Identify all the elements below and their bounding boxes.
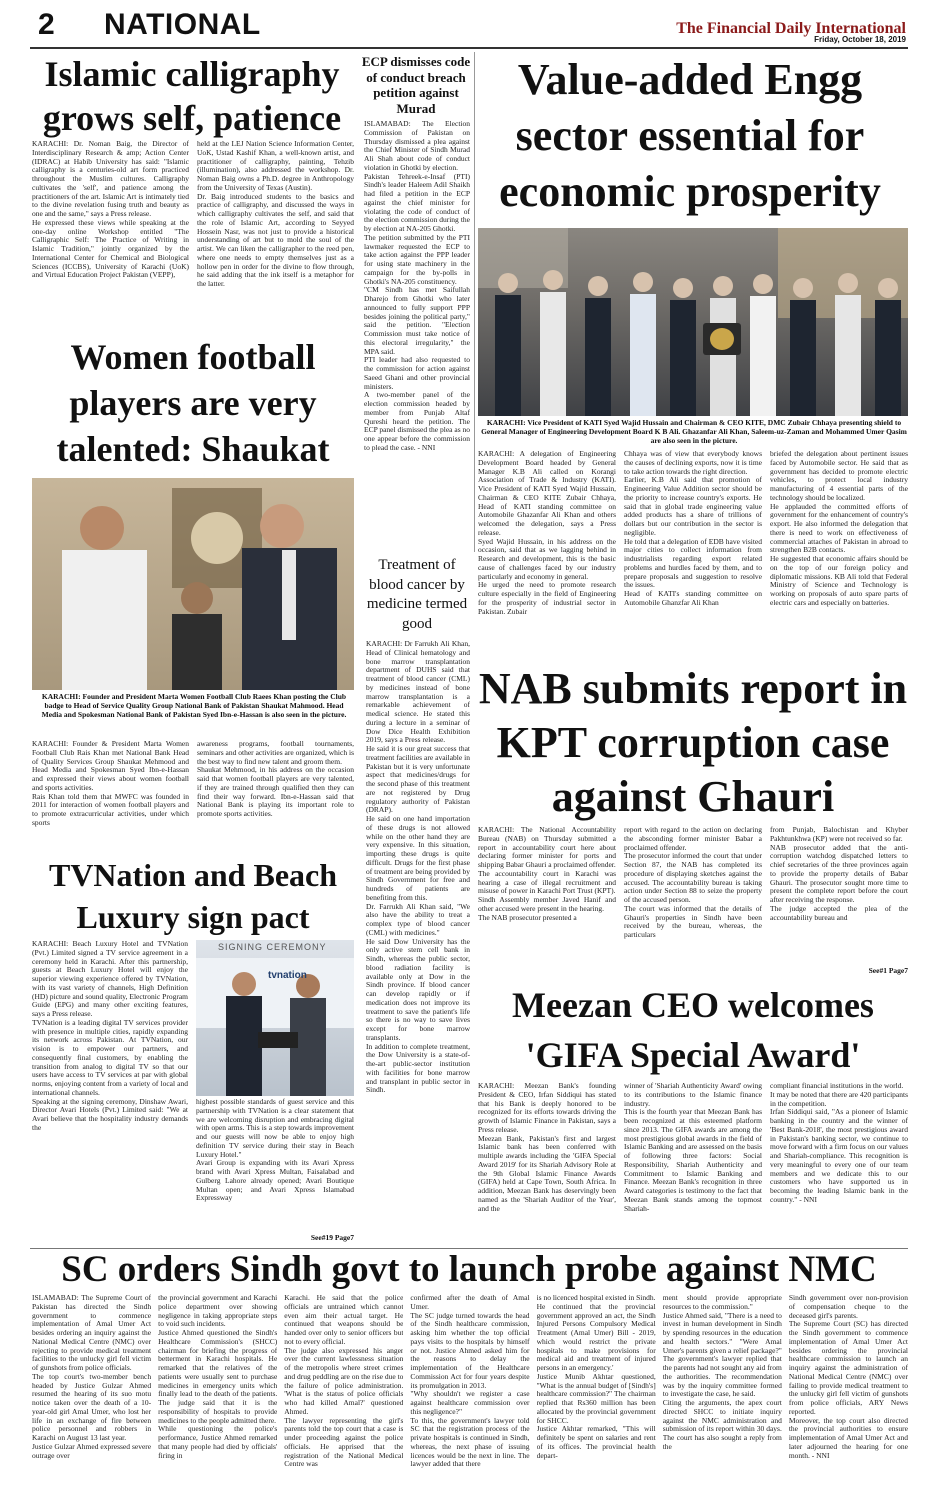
meezan-col2: winner of 'Shariah Authenticity Award' owing to its contributions to the Islamic finance industry. This is the fourth year that Meezan Bank has been recognized at this esteemed platform since 2013. The GIFA awards are among the most prestigious global awards in the field of Islamic Banking and are assessed on the basis of following three factors: Social Responsibility, Shariah Authenticity and Commitment to Islamic Banking and Finance. Meezan Bank's recognition in three Award categories is testimony to the fact that Meezan Bank stands among the topmost Shariah-: [624, 1082, 762, 1213]
signing-ceremony-banner: SIGNING CEREMONY: [218, 942, 327, 952]
engg-col1: KARACHI: A delegation of Engineering Development Board headed by General Manager K.B Ali called on Korangi Association of Trade & Industry (KATI). Vice President of KATI Syed Wajid Hussain, Chairman & CEO KITE Zubair Chhaya, Head of KATI standing committee on Automobile Ghazanfar Ali Khan and others welcomed the delegation, says a Press release. Syed Wajid Hussain, in his address on the occasion, said that as we lagging behind in Research and development, this is the basic cause of challenges faced by our industry particularly and economy in general. He urged the need to promote research culture especially in the field of Engineering for the prosperity of industrial sector in Pakistan. Zubair: [478, 450, 616, 616]
sc-col7: Sindh government over non-provision of compensation cheque to the deceased girl's parents. The Supreme Court (SC) has directed the Sindh government to commence implementation of Amal Umer Act besides ordering the provincial healthcare commission to launch an inquiry against the administration of National Medical Centre (NMC) over failing to provide medical treatment to the unlucky girl fell victim of gunshots from police officials, ARY News reported. Moreover, the top court also directed the provincial authorities to ensure implementation of Amal Umer Act and later adjourned the hearing for one month. - NNI: [788, 1294, 908, 1460]
sc-col3: Karachi. He said that the police officials are untrained which cannot even aim their actual target. He continued that weapons should be handed over only to senior officers but not to every official. The judge also expressed his anger over the current lawlessness situation of the metropolis where street crimes and drug peddling are on the rise due to the failure of police administration. 'What is the status of police officials who had killed Amal?' questioned Ahmed. The lawyer representing the girl's parents told the top court that a case is under proceeding against the police officials. He apprised that the registration of the National Medical Centre was: [284, 1294, 404, 1469]
section-title: NATIONAL: [104, 8, 261, 41]
tvnation-logo: tvnation: [268, 970, 307, 981]
calligraphy-body: [32, 140, 354, 332]
engg-body: [478, 450, 908, 658]
ecp-headline: ECP dismisses code of conduct breach petition against Murad: [361, 54, 471, 116]
cancer-body: KARACHI: Dr Farrukh Ali Khan, Head of Clinical hematology and bone marrow transplantation department of DUHS said that treatment of blood cancer (CML) by medicines instead of bone marrow transplantation is a remarkable achievement of medical science. He stated this during a lecture in a seminar of Dow Dice Health Exhibition 2019, says a Press release. He said it is our great success that treatment facilities are available in Pakistan but it is very unfortunate aspect that medicines/drugs for the second phase of this treatment are not registered by Drug regulatory authority of Pakistan (DRAP). He said on one hand importation of these drugs is not allowed while on the other hand they are very expensive. In this situation, importing these drugs is quite difficult. Drugs for the first phase of treatment are being provided by Sindh Government for free and hundreds of patients are benefiting from this. Dr. Farrukh Ali Khan said, "We also have the ability to treat a complex type of blood cancer (CML) with medicines." He said Dow University has the only active stem cell bank in Sindh, whereas the public sector, blood radiation facility is available only at Dow in the Sindh province. If blood cancer can develop rapidly or if medication does not improve its treatment to save the patient's life so there is no way to save lives except for bone marrow transplants. In addition to complete treatment, the Dow University is a state-of-the-art public-sector institution with facilities for bone marrow and transplant in public sector in Sindh.: [366, 640, 470, 1095]
sc-col4: confirmed after the death of Amal Umer. The SC judge turned towards the head of the Sindh healthcare commission, asking him whether the top official pays visits to the hospitals by himself or not. Justice Ahmed asked him for the reasons to delay the implementation of the Healthcare Commission Act for four years despite its promulgation in 2013. "Why shouldn't we register a case against healthcare commission over this negligence?" To this, the government's lawyer told SC that the registration process of the private hospitals is continued in Sindh, whereas, the next phase of issuing licences would be the next in line. The lawyer added that there: [410, 1294, 530, 1469]
football-body: [32, 740, 354, 852]
calligraphy-col2: held at the LEJ Nation Science Information Center, UoK, Ustad Kashif Khan, a well-known artist, and practitioner of calligraphy, painting, Tehzib (illumination), also addressed the workshop. Dr. Noman Baig owns a Ph.D. degree in Anthropology from the University of Texas (Austin). Dr. Baig introduced students to the basics and practice of calligraphy, and discussed the ways in which calligraphy cultivates the self, and said that the role of Islamic Art, according to Seyyed Hossein Nasr, was not just to provide a historical understanding of art but to mold the soul of the artist. We can liken the calligrapher to the reed pen, where one needs to empty themselves just as a hollow pen in order for the divine to flow through, he said adding that the ink itself is a metaphor for the latter.: [197, 140, 354, 288]
calligraphy-headline: Islamic calligraphy grows self, patience: [42, 54, 342, 138]
tvnation-photo: [196, 940, 354, 1096]
nab-jump-line: See#1 Page7: [868, 966, 908, 975]
engg-headline: Value-added Engg sector essential for economic prosperity: [499, 55, 881, 216]
football-headline: Women football players are very talented: Shaukat: [56, 337, 330, 469]
column-divider: [474, 52, 475, 552]
paper-name: The Financial Daily International: [676, 20, 906, 37]
engg-photo-art: [478, 228, 908, 416]
engg-col3: briefed the delegation about pertinent issues faced by Automobile sector. He said that as government has decided to promote electric vehicles, to protect local industry manufacturing of 4 essential parts of the technology should be localized. He applauded the committed efforts of government for the enhancement of country's export. He also informed the delegation that there is need to work on effectiveness of commercial attaches of Pakistan in abroad to strengthen B2B contacts. He suggested that economic affairs should be on the top of our foreign policy and diplomatic missions. KB Ali told that Federal Ministry of Science and Technology is working on proposals of auto spare parts of electric cars and especially on batteries.: [770, 450, 908, 607]
tvnation-col2: highest possible standards of guest service and this partnership with TVNation is a clear statement that we are welcoming disruption and embracing digital with open arms. This is a step towards improvement and our guests will now be able to enjoy high definition TV service during their stay in Beach Luxury Hotel." Avari Group is expanding with its Avari Xpress brand with Avari Xpress Multan, Faisalabad and Gulberg Lahore already opened; Avari Boutique Multan open; and Avari Xpress Islamabad Expressway: [196, 1098, 354, 1203]
football-photo-art: [32, 478, 354, 690]
football-col1: KARACHI: Founder & President Marta Women Football Club Rais Khan met National Bank Head of Quality Services Group Shaukat Mehmood and Head Media and Spokesman Syed Ibn-e-Hassan and expressed their views about women football and sports activities. Rais Khan told them that MWFC was founded in 2011 for interaction of women football players and to promote extracurricular activities, under which sports: [32, 740, 189, 827]
tvnation-jump-line: See#19 Page7: [310, 1233, 354, 1242]
engg-caption: KARACHI: Vice President of KATI Syed Wajid Hussain and Chairman & CEO KITE, DMC Zubair Chhaya presenting shield to General Manager of Engineering Development Board K B Ali. Ghazanfar Ali Khan, Saleem-uz-Zaman and Mohammed Umer Qasim are also seen in the picture.: [481, 418, 907, 445]
nab-col1: KARACHI: The National Accountability Bureau (NAB) on Thursday submitted a report in accountability court here about declaring former minister for ports and shipping Babar Ghauri a proclaimed offender. The accountability court in Karachi was hearing a case of illegal recruitment and misuse of power in Karachi Port Trust (KPT). Sindh Assembly member Javed Hanif and other accused were present in the hearing. The NAB prosecutor presented a: [478, 826, 616, 922]
tvnation-headline: TVNation and Beach Luxury sign pact: [48, 857, 338, 935]
masthead-rule: [30, 47, 908, 49]
ecp-body: ISLAMABAD: The Election Commission of Pakistan on Thursday dismissed a plea against the Chief Minister of Sindh Murad Ali Shah about code of conduct violation in Ghotki by election. Pakistan Tehreek-e-Insaf (PTI) Sindh's leader Haleem Adil Shaikh had filed a petition in the ECP against the chief minister for violating the code of conduct of the election commission during the by election at NA-205 Ghotki. The petition submitted by the PTI lawmaker requested the ECP to take action against the PPP leader for using state machinery in the campaign for the by-polls in Ghotki's NA-205 constituency. "CM Sindh has met Saifullah Dharejo from Ghotki who later announced to fully support PPP besides joining the political party," said the petition. "Election Commission must take notice of this electoral irregularity," the MPA said. PTI leader had also requested to the commission for action against Saeed Ghani and other provincial ministers. A two-member panel of the election commission headed by member from Punjab Altaf Qureshi heard the petition. The ECP panel dismissed the plea as no one appear before the commission to plead the case. - NNI: [364, 120, 470, 452]
cancer-headline: Treatment of blood cancer by medicine termed good: [366, 557, 468, 632]
masthead: [0, 0, 945, 50]
football-photo: [32, 478, 354, 690]
football-col2: awareness programs, football tournaments, seminars and other activities are organized, which is the best way to find new talent and groom them. Shaukat Mehmood, in his address on the occasion said that women football players are very talented, if they are trained through qualified then they can find their way forward. Ibn-e-Hassan said that National Bank is playing its important role to promote sports activities.: [197, 740, 354, 818]
meezan-col3: compliant financial institutions in the world. It may be noted that there are 420 participants in the competition. Irfan Siddiqui said, "As a pioneer of Islamic banking in the country and the winner of 'Best Bank-2018', the most prestigious award in Pakistan's banking sector, we continue to move forward with a firm focus on our values and Shariah-compliance. This recognition is very meaningful to every one of our team members and we dedicate this to our customers who have supported us in becoming the leading Islamic bank in the country." - NNI: [770, 1082, 908, 1204]
sc-col6: ment should provide appropriate resources to the commission." Justice Ahmed said, "There is a need to invest in human development in Sindh by spending resources in the education and health sectors." "Were Amal Umer's parents given a relief package?" The government's lawyer replied that the parents had not sought any aid from the authorities. The recommendation was by the inquiry committee formed to investigate the case, he said. Citing the arguments, the apex court directed SHCC to initiate inquiry against the NMC administration and submission of its report within 30 days. The court has also sought a reply from the: [662, 1294, 782, 1451]
meezan-headline: Meezan CEO welcomes 'GIFA Special Award': [512, 985, 874, 1075]
engg-col2: Chhaya was of view that everybody knows the causes of declining exports, now it is time to take action towards the right direction. Earlier, K.B Ali said that promotion of Engineering Value Addition sector should be the priority to increase country's exports. He said that in global trade engineering value added products has a share of trillions of dollars but our contribution in the sector is negligible. He told that a delegation of EDB have visited major cities to collect information from industrialists regarding export related problems and hurdles faced by them, and to prepare proposals and suggestion to resolve the issues. Head of KATI's standing committee on Automobile Ghanzfar Ali Khan: [624, 450, 762, 607]
meezan-col1: KARACHI: Meezan Bank's founding President & CEO, Irfan Siddiqui has stated that his Bank is deeply honored to be recognized for its efforts towards driving the growth of Islamic Finance in Pakistan, says a Press release. Meezan Bank, Pakistan's first and largest Islamic bank has been conferred with multiple awards including the 'GIFA Special Award 2019' for its Shariah Advisory Role at the 9th Global Islamic Finance Awards (GIFA) held at Cape Town, South Africa. In addition, Meezan Bank has deservingly been named as the 'Shariah Auditor of the Year', and the: [478, 1082, 616, 1213]
calligraphy-col1: KARACHI: Dr. Noman Baig, the Director of Interdisciplinary Research & amp; Action Center (IDRAC) at Habib University has said: "Islamic calligraphy is a centuries-old art form practiced throughout the Muslim cultures. Calligraphy cultivates the 'self', and patience among the practitioners of the art. Islamic Art is intimately tied to the divine revelation fusing truth and beauty as one and the same," says a Press release. He expressed these views while speaking at the one-day online Workshop entitled "The Calligraphic Self: The Practice of Writing in Islamic Tradition," jointly organized by the International Center for Chemical and Biological Sciences (ICCBS), University of Karachi (UoK) and Virtual Education Project Pakistan (VEPP),: [32, 140, 189, 280]
issue-date: Friday, October 18, 2019: [814, 35, 906, 44]
nab-body: [478, 826, 908, 964]
tvnation-photo-art: [196, 940, 354, 1096]
nab-headline: NAB submits report in KPT corruption case against Ghauri: [478, 664, 908, 821]
sc-headline: SC orders Sindh govt to launch probe against NMC: [61, 1249, 877, 1290]
engg-photo: [478, 228, 908, 416]
sc-col5: is no licenced hospital existed in Sindh. He continued that the provincial government approved an act, the Sindh Injured Persons Compulsory Medical Treatment (Amal Umer) Bill - 2019, which would restrict the private hospitals to make provisions for medical aid and treatment of injured persons in an emergency.' Justice Munib Akhtar questioned, "What is the annual budget of [Sindh's] healthcare commission?" The chairman replied that Rs360 million has been allocated by the provincial government for SHCC. Justice Akhtar remarked, "This will definitely be spent on salaries and rent of its offices. The provincial health depart-: [536, 1294, 656, 1460]
nab-col3: from Punjab, Balochistan and Khyber Pakhtunkhwa (KP) were not received so far. NAB prosecutor added that the anti-corruption watchdog dispatched letters to chief secretaries of the three provinces again to provide the property details of Babar Ghauri. The prosecutor sought more time to present the complete report before the court after receiving the response. The judge accepted the plea of the accountability bureau and: [770, 826, 908, 922]
meezan-body: [478, 1082, 908, 1246]
sc-col1: ISLAMABAD: The Supreme Court of Pakistan has directed the Sindh government to commence implementation of Amal Umer Act besides ordering an inquiry against the National Medical Centre (NMC) over rejecting to provide medical treatment facilities to the unlucky girl fell victim of gunshots from police officials. The top court's two-member bench headed by Justice Gulzar Ahmed resumed the hearing of its suo motu notice taken over the death of a 10-year-old girl Amal Umer, who lost her life in an exchange of fire between police personnel and robbers in Karachi on August 13 last year. Justice Gulzar Ahmed expressed severe outrage over: [32, 1294, 152, 1460]
nab-col2: report with regard to the action on declaring the absconding former minister Babar a proclaimed offender. The prosecutor informed the court that under Section 87, the NAB has completed its procedure of displaying sketches against the accused. The accountability bureau is taking action under Section 88 to seize the property of the accused person. The court was informed that the details of Ghauri's properties in Sindh have been received by the bureau, whereas, the particulars: [624, 826, 762, 939]
tvnation-col1: KARACHI: Beach Luxury Hotel and TVNation (Pvt.) Limited signed a TV service agreement in a ceremony held in Karachi. After this partnership, guests at Beach Luxury Hotel will enjoy the superior viewing experience offered by TVNation, with its vast variety of channels, High Definition (HD) picture and sound quality, Electronic Program Guide (EPG) and many other exciting features, says a Press release. TVNation is a leading digital TV services provider with presence in multiple cities, rapidly expanding its network across Pakistan. At TVNation, our vision is to empower our partners, and consequently final customers, by enabling the transition from analog to digital TV so that our users have access to TV services at par with global norms, enjoying content from a variety of local and international channels. Speaking at the signing ceremony, Dinshaw Awari, Director Avari Hotels (Pvt.) Limited said: "We at Avari believe that the hospitality industry demands the: [32, 940, 188, 1132]
football-caption: KARACHI: Founder and President Marta Women Football Club Raees Khan posting the Club badge to Head of Service Quality Group National Bank of Pakistan Shaukat Mahmood. Head Media and Spokesman National Bank of Pakistan Syed Ibn-e-Hassan is also seen in the picture.: [41, 692, 347, 719]
sc-body: [32, 1294, 908, 1506]
sc-col2: the provincial government and Karachi police department over showing negligence in taking appropriate steps to void such incidents. Justice Ahmed questioned the Sindh's Healthcare Commission's (SHCC) chairman for briefing the progress of betterment in Karachi hospitals. He remarked that the relatives of the patients were usually sent to purchase medicines in emergency units which finally lead to the death of the patients. The judge said that it is the responsibility of hospitals to provide medicines to the people admitted there. While questioning the police's performance, Justice Ahmed remarked that many people had died by officials' firing in: [158, 1294, 278, 1460]
page-number: 2: [38, 8, 55, 41]
